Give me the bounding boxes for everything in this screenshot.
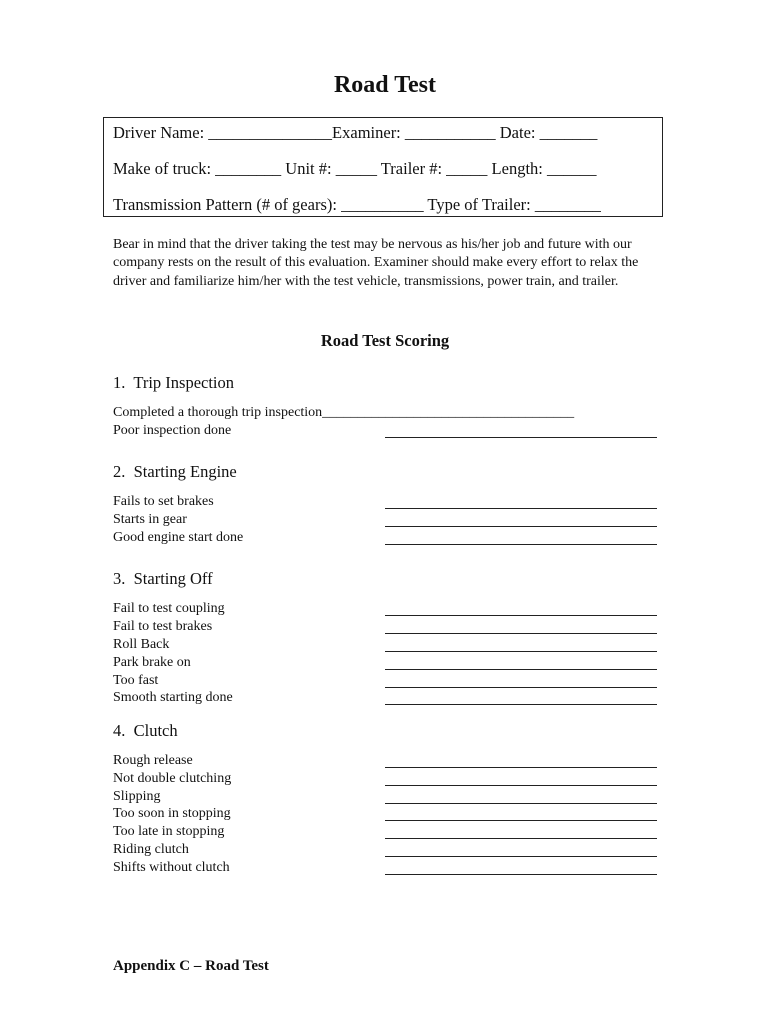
list-item: Fail to test coupling [113,601,225,616]
section-heading-clutch: 4. Clutch [113,721,178,740]
driver-info-row: Driver Name: _______________Examiner: ___________ Date: _______ [113,123,598,142]
footer-text: Appendix C – Road Test [113,958,269,974]
list-item: Too late in stopping [113,824,225,839]
score-line [385,856,657,857]
intro-paragraph: Bear in mind that the driver taking the test may be nervous as his/her job and future with our company rests on the result of this evaluation. Examiner should make every effort to relax the driver and familiarize him/her with the test vehicle, transmissions, power train, and trailer. [113,237,639,289]
score-line [385,508,657,509]
score-line [385,526,657,527]
score-line [385,615,657,616]
list-item: Shifts without clutch [113,860,230,875]
score-line [385,767,657,768]
page-title: Road Test [333,72,437,98]
list-item: Good engine start done [113,530,244,545]
score-line [385,785,657,786]
score-line [385,544,657,545]
section-heading-trip-inspection: 1. Trip Inspection [113,373,235,392]
list-item: Slipping [113,789,161,804]
score-line [385,651,657,652]
score-line [385,704,657,705]
transmission-info-row: Transmission Pattern (# of gears): __________ Type of Trailer: ________ [113,195,601,214]
scoring-title: Road Test Scoring [320,331,450,350]
list-item: Poor inspection done [113,423,232,438]
list-item: Roll Back [113,637,170,652]
list-item: Smooth starting done [113,690,233,705]
score-line [385,669,657,670]
score-line [385,874,657,875]
list-item: Not double clutching [113,771,232,786]
score-line [385,633,657,634]
score-line [385,803,657,804]
list-item: Too soon in stopping [113,806,231,821]
list-item: Starts in gear [113,512,187,527]
list-item: Too fast [113,673,159,688]
score-line [385,687,657,688]
section-heading-starting-off: 3. Starting Off [113,569,213,588]
score-line [385,437,657,438]
list-item: Fail to test brakes [113,619,213,634]
section-heading-starting-engine: 2. Starting Engine [113,462,237,481]
list-item: Park brake on [113,655,191,670]
list-item: Fails to set brakes [113,494,214,509]
score-line [385,820,657,821]
list-item: Rough release [113,753,193,768]
list-item: Completed a thorough trip inspection____________________________________ [113,405,575,420]
truck-info-row: Make of truck: ________ Unit #: _____ Trailer #: _____ Length: ______ [113,159,597,178]
list-item: Riding clutch [113,842,189,857]
score-line [385,838,657,839]
